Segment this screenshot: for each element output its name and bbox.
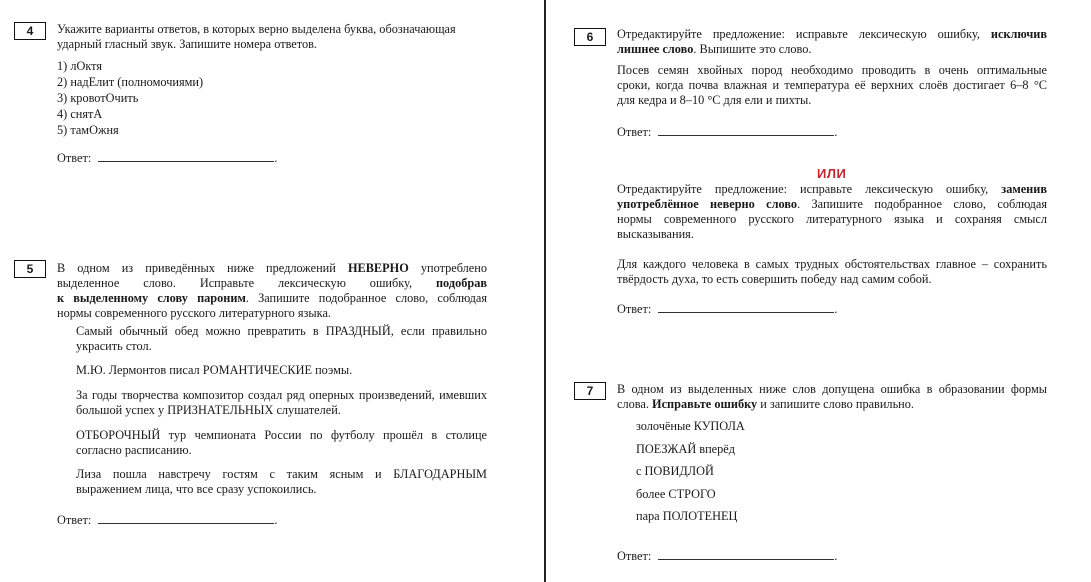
q6-alt-answer-field[interactable] [617, 301, 837, 317]
q5-sentence-line: большой успех у ПРИЗНАТЕЛЬНЫХ слушателей. [76, 403, 341, 417]
q4-option: 5) тамОжня [57, 123, 119, 137]
q5-sentence [76, 324, 487, 354]
q5-bold: подобрав [435, 276, 487, 290]
q6-bold: заменив [1001, 182, 1047, 196]
q6-sentence [617, 63, 1047, 108]
question-4-number: 4 [14, 22, 46, 40]
q7-text: слова. [617, 397, 652, 411]
q6-sentence-line: Посев семян хвойных пород необходимо проводить в очень оптимальные [617, 63, 1047, 77]
q7-prompt-line [617, 397, 1047, 412]
q7-answer-field[interactable] [617, 548, 837, 564]
q4-prompt-line: Укажите варианты ответов, в которых верно выделена буква, обозначающая [57, 22, 456, 36]
question-7-number: 7 [574, 382, 606, 400]
q7-word: более СТРОГО [636, 486, 716, 501]
q6-prompt-line [617, 27, 1047, 42]
answer-line[interactable] [658, 124, 834, 136]
q6-text: . Запишите подобранное слово, соблюдая [797, 197, 1048, 211]
q6-alt-line: нормы современного русского литературного языка и сохраняя смысл [617, 212, 1047, 226]
q7-text: и запишите слово правильно. [757, 397, 914, 411]
answer-dot: . [834, 302, 838, 316]
q5-bold: НЕВЕРНО [347, 261, 409, 275]
q5-sentence-line: М.Ю. Лермонтов писал РОМАНТИЧЕСКИЕ поэмы. [76, 363, 353, 377]
q5-prompt-line [57, 291, 487, 306]
q7-bold: Исправьте ошибку [652, 397, 758, 411]
q5-answer-field[interactable] [57, 512, 277, 528]
q6-sentence-line: для кедра и 8–10 °С для ели и пихты. [617, 93, 812, 107]
answer-line[interactable] [658, 301, 834, 313]
question-4-prompt [57, 22, 487, 52]
answer-line[interactable] [98, 150, 274, 162]
q6-alt-sentence [617, 257, 1047, 287]
q4-answer-field[interactable] [57, 150, 277, 166]
q6-alt-line [617, 182, 1047, 197]
q5-text: В одном из приведённых ниже предложений [57, 261, 348, 275]
q5-sentence [76, 467, 487, 497]
q6-answer-field[interactable] [617, 124, 837, 140]
q6-sentence-line: сроки, когда почва влажная и температура её верхних слоёв достигает 6–8 °С [617, 78, 1047, 92]
answer-label: Ответ: [57, 513, 92, 527]
q5-prompt-line: нормы современного русского литературного языка. [57, 306, 331, 320]
q5-text: употреблено [408, 261, 487, 275]
q5-sentence-line: ОТБОРОЧНЫЙ тур чемпионата России по футболу прошёл в столице [76, 428, 487, 442]
q7-word: ПОЕЗЖАЙ вперёд [636, 441, 735, 456]
answer-line[interactable] [98, 512, 274, 524]
answer-label: Ответ: [617, 125, 652, 139]
q6-bold: исключив [990, 27, 1047, 41]
q5-sentence [76, 388, 487, 418]
q4-option: 1) лОктя [57, 59, 103, 73]
q5-sentence [76, 363, 352, 378]
q6-alt-sentence-line: твёрдость духа, то есть совершить победу над самим собой. [617, 272, 932, 286]
question-7-prompt [617, 382, 1047, 412]
answer-label: Ответ: [57, 151, 92, 165]
question-5-prompt [57, 261, 487, 321]
q5-sentence-line: согласно расписанию. [76, 443, 192, 457]
q5-sentence [76, 428, 487, 458]
question-5-number: 5 [14, 260, 46, 278]
q6-alt-sentence-line: Для каждого человека в самых трудных обстоятельствах главное – сохранить [617, 257, 1047, 271]
answer-dot: . [834, 549, 838, 563]
answer-dot: . [274, 513, 278, 527]
q4-option: 3) кровотОчить [57, 91, 139, 105]
or-separator: ИЛИ [817, 166, 847, 181]
q5-sentence-line: За годы творчества композитор создал ряд оперных произведений, имевших [76, 388, 487, 402]
q6-prompt-line [617, 42, 1047, 57]
column-divider [544, 0, 546, 582]
question-6-number: 6 [574, 28, 606, 46]
answer-line[interactable] [658, 548, 834, 560]
q7-word: золочёные КУПОЛА [636, 419, 745, 433]
q5-sentence-line: украсить стол. [76, 339, 152, 353]
q5-text: . Запишите подобранное слово, соблюдая [245, 291, 487, 305]
q7-word: с ПОВИДЛОЙ [636, 464, 714, 478]
q6-alt-line [617, 197, 1047, 212]
q5-prompt-line [57, 276, 487, 291]
answer-dot: . [834, 125, 838, 139]
q5-sentence-line: Лиза пошла навстречу гостям с таким ясным и БЛАГОДАРНЫМ [76, 467, 487, 481]
q6-bold: лишнее слово [617, 42, 694, 56]
q5-text: выделенное слово. Исправьте лексическую ошибку, [57, 276, 436, 290]
q5-sentence-line: Самый обычный обед можно превратить в ПРАЗДНЫЙ, если правильно [76, 324, 487, 338]
q5-sentence-line: выражением лица, что все сразу успокоились. [76, 482, 317, 496]
q4-prompt-line: ударный гласный звук. Запишите номера ответов. [57, 37, 317, 51]
q4-option: 4) снятА [57, 107, 103, 121]
q5-bold: к выделенному слову пароним [57, 291, 246, 305]
question-4-options [57, 58, 203, 138]
answer-label: Ответ: [617, 302, 652, 316]
q6-text: Отредактируйте предложение: исправьте лексическую ошибку, [617, 182, 1002, 196]
q6-alternative-prompt [617, 182, 1047, 242]
question-6-prompt [617, 27, 1047, 57]
q6-text: . Выпишите это слово. [693, 42, 812, 56]
q5-prompt-line [57, 261, 487, 276]
q6-bold: употреблённое неверно слово [617, 197, 798, 211]
q6-alt-line: высказывания. [617, 227, 694, 241]
q7-word: пара ПОЛОТЕНЕЦ [636, 509, 738, 523]
answer-label: Ответ: [617, 549, 652, 563]
q6-text: Отредактируйте предложение: исправьте лексическую ошибку, [617, 27, 991, 41]
answer-dot: . [274, 151, 278, 165]
q4-option: 2) надЕлит (полномочиями) [57, 75, 204, 89]
q7-words-list [636, 415, 745, 528]
q7-prompt-line: В одном из выделенных ниже слов допущена ошибка в образовании формы [617, 382, 1047, 396]
